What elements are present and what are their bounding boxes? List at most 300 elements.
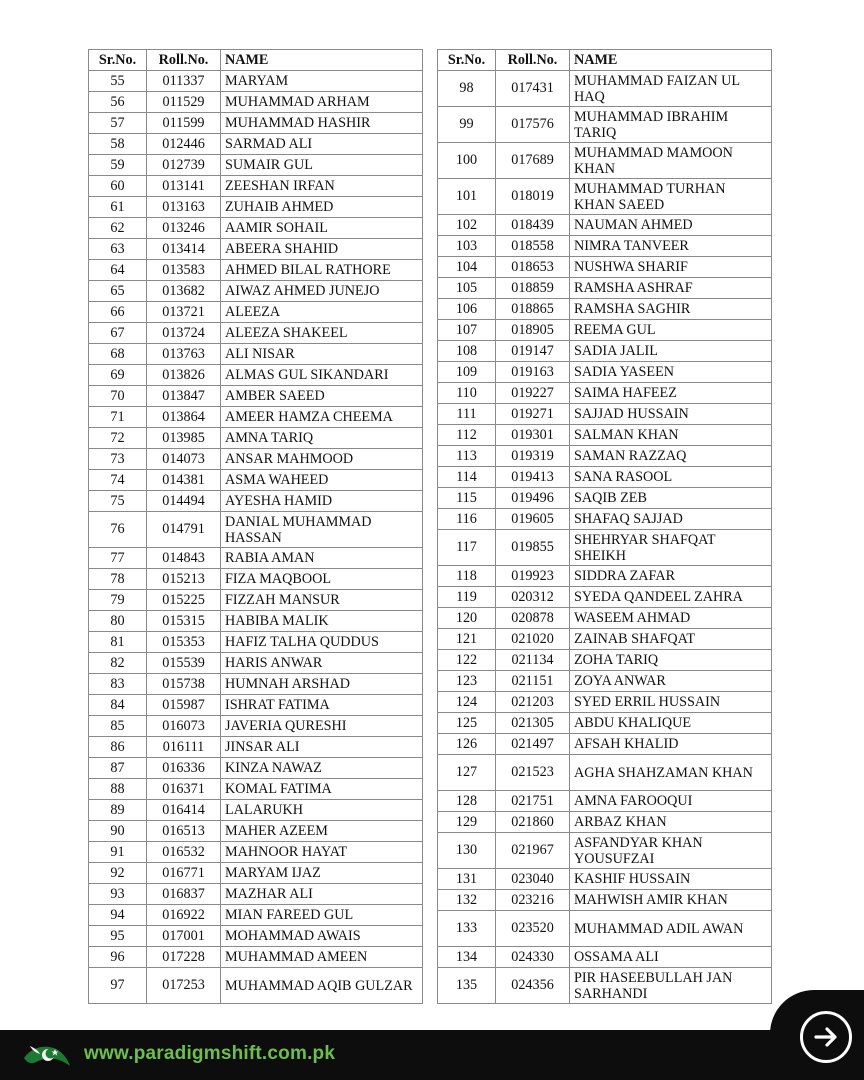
table-row xyxy=(438,566,772,587)
table-row xyxy=(89,569,423,590)
sr-no-cell: 133 xyxy=(438,911,496,947)
name-cell: JAVERIA QURESHI xyxy=(221,716,423,737)
table-row xyxy=(89,632,423,653)
sr-no-cell: 99 xyxy=(438,107,496,143)
sr-no-cell: 60 xyxy=(89,176,147,197)
roll-no-cell: 016073 xyxy=(147,716,221,737)
table-row xyxy=(438,299,772,320)
roll-no-cell: 021751 xyxy=(496,791,570,812)
table-row xyxy=(438,362,772,383)
header-name: NAME xyxy=(221,50,423,71)
roll-no-cell: 021203 xyxy=(496,692,570,713)
table-row xyxy=(89,92,423,113)
sr-no-cell: 68 xyxy=(89,344,147,365)
roll-no-cell: 017001 xyxy=(147,926,221,947)
name-cell: ALEEZA SHAKEEL xyxy=(221,323,423,344)
sr-no-cell: 66 xyxy=(89,302,147,323)
roll-no-cell: 014073 xyxy=(147,449,221,470)
name-cell: ASMA WAHEED xyxy=(221,470,423,491)
roll-no-cell: 020878 xyxy=(496,608,570,629)
name-cell: SHEHRYAR SHAFQAT SHEIKH xyxy=(570,530,772,566)
roll-no-cell: 011599 xyxy=(147,113,221,134)
table-row xyxy=(438,692,772,713)
table-row xyxy=(89,758,423,779)
sr-no-cell: 92 xyxy=(89,863,147,884)
sr-no-cell: 102 xyxy=(438,215,496,236)
sr-no-cell: 104 xyxy=(438,257,496,278)
roll-no-cell: 019413 xyxy=(496,467,570,488)
table-row xyxy=(438,467,772,488)
sr-no-cell: 85 xyxy=(89,716,147,737)
name-cell: SAMAN RAZZAQ xyxy=(570,446,772,467)
name-cell: AAMIR SOHAIL xyxy=(221,218,423,239)
roll-no-cell: 015353 xyxy=(147,632,221,653)
table-row xyxy=(89,155,423,176)
next-page-button[interactable] xyxy=(800,1011,852,1063)
sr-no-cell: 113 xyxy=(438,446,496,467)
name-cell: MAHER AZEEM xyxy=(221,821,423,842)
table-row xyxy=(89,71,423,92)
sr-no-cell: 127 xyxy=(438,755,496,791)
sr-no-cell: 109 xyxy=(438,362,496,383)
sr-no-cell: 119 xyxy=(438,587,496,608)
name-cell: MUHAMMAD AMEEN xyxy=(221,947,423,968)
sr-no-cell: 90 xyxy=(89,821,147,842)
roll-no-cell: 019319 xyxy=(496,446,570,467)
name-cell: MUHAMMAD MAMOON KHAN xyxy=(570,143,772,179)
name-cell: ISHRAT FATIMA xyxy=(221,695,423,716)
roll-no-cell: 021151 xyxy=(496,671,570,692)
sr-no-cell: 56 xyxy=(89,92,147,113)
roll-table-left-body xyxy=(89,71,423,1004)
sr-no-cell: 108 xyxy=(438,341,496,362)
name-cell: MAHNOOR HAYAT xyxy=(221,842,423,863)
name-cell: KOMAL FATIMA xyxy=(221,779,423,800)
table-row xyxy=(89,800,423,821)
sr-no-cell: 123 xyxy=(438,671,496,692)
sr-no-cell: 62 xyxy=(89,218,147,239)
name-cell: ARBAZ KHAN xyxy=(570,812,772,833)
name-cell: AMNA FAROOQUI xyxy=(570,791,772,812)
name-cell: MUHAMMAD FAIZAN UL HAQ xyxy=(570,71,772,107)
table-row xyxy=(89,449,423,470)
table-row xyxy=(89,302,423,323)
roll-no-cell: 016336 xyxy=(147,758,221,779)
name-cell: ZOHA TARIQ xyxy=(570,650,772,671)
name-cell: ASFANDYAR KHAN YOUSUFZAI xyxy=(570,833,772,869)
header-roll-no: Roll.No. xyxy=(496,50,570,71)
table-row xyxy=(89,947,423,968)
sr-no-cell: 94 xyxy=(89,905,147,926)
table-row xyxy=(89,281,423,302)
table-row xyxy=(89,113,423,134)
roll-no-cell: 015987 xyxy=(147,695,221,716)
name-cell: SALMAN KHAN xyxy=(570,425,772,446)
sr-no-cell: 61 xyxy=(89,197,147,218)
name-cell: KINZA NAWAZ xyxy=(221,758,423,779)
roll-no-cell: 023520 xyxy=(496,911,570,947)
roll-no-cell: 017431 xyxy=(496,71,570,107)
name-cell: RAMSHA SAGHIR xyxy=(570,299,772,320)
roll-no-cell: 015315 xyxy=(147,611,221,632)
sr-no-cell: 83 xyxy=(89,674,147,695)
sr-no-cell: 118 xyxy=(438,566,496,587)
roll-no-cell: 021967 xyxy=(496,833,570,869)
table-row xyxy=(438,812,772,833)
sr-no-cell: 67 xyxy=(89,323,147,344)
roll-table-right xyxy=(437,49,772,1004)
roll-no-cell: 014843 xyxy=(147,548,221,569)
roll-no-cell: 013141 xyxy=(147,176,221,197)
sr-no-cell: 65 xyxy=(89,281,147,302)
table-row xyxy=(89,926,423,947)
name-cell: AIWAZ AHMED JUNEJO xyxy=(221,281,423,302)
name-cell: ZOYA ANWAR xyxy=(570,671,772,692)
sr-no-cell: 70 xyxy=(89,386,147,407)
table-row xyxy=(89,968,423,1004)
table-row xyxy=(89,674,423,695)
sr-no-cell: 131 xyxy=(438,869,496,890)
table-row xyxy=(89,905,423,926)
table-row xyxy=(89,695,423,716)
name-cell: ALI NISAR xyxy=(221,344,423,365)
roll-no-cell: 011337 xyxy=(147,71,221,92)
name-cell: SAQIB ZEB xyxy=(570,488,772,509)
sr-no-cell: 121 xyxy=(438,629,496,650)
sr-no-cell: 112 xyxy=(438,425,496,446)
sr-no-cell: 122 xyxy=(438,650,496,671)
table-row xyxy=(438,71,772,107)
sr-no-cell: 72 xyxy=(89,428,147,449)
roll-no-cell: 011529 xyxy=(147,92,221,113)
name-cell: AHMED BILAL RATHORE xyxy=(221,260,423,281)
roll-no-cell: 018653 xyxy=(496,257,570,278)
sr-no-cell: 64 xyxy=(89,260,147,281)
table-row xyxy=(89,842,423,863)
table-row xyxy=(438,650,772,671)
table-row xyxy=(438,278,772,299)
name-cell: MAZHAR ALI xyxy=(221,884,423,905)
sr-no-cell: 97 xyxy=(89,968,147,1004)
table-row xyxy=(89,218,423,239)
roll-no-cell: 016922 xyxy=(147,905,221,926)
sr-no-cell: 96 xyxy=(89,947,147,968)
sr-no-cell: 58 xyxy=(89,134,147,155)
name-cell: HARIS ANWAR xyxy=(221,653,423,674)
roll-no-cell: 014791 xyxy=(147,512,221,548)
sr-no-cell: 57 xyxy=(89,113,147,134)
roll-no-cell: 016837 xyxy=(147,884,221,905)
roll-no-cell: 016414 xyxy=(147,800,221,821)
name-cell: HAFIZ TALHA QUDDUS xyxy=(221,632,423,653)
roll-no-cell: 013724 xyxy=(147,323,221,344)
table-row xyxy=(438,968,772,1004)
name-cell: HUMNAH ARSHAD xyxy=(221,674,423,695)
table-row xyxy=(89,491,423,512)
sr-no-cell: 128 xyxy=(438,791,496,812)
table-row xyxy=(438,404,772,425)
sr-no-cell: 78 xyxy=(89,569,147,590)
name-cell: MOHAMMAD AWAIS xyxy=(221,926,423,947)
name-cell: ALEEZA xyxy=(221,302,423,323)
table-row xyxy=(89,611,423,632)
table-row xyxy=(438,425,772,446)
roll-no-cell: 015539 xyxy=(147,653,221,674)
table-row xyxy=(89,821,423,842)
name-cell: LALARUKH xyxy=(221,800,423,821)
sr-no-cell: 77 xyxy=(89,548,147,569)
sr-no-cell: 84 xyxy=(89,695,147,716)
roll-no-cell: 013721 xyxy=(147,302,221,323)
sr-no-cell: 79 xyxy=(89,590,147,611)
sr-no-cell: 124 xyxy=(438,692,496,713)
sr-no-cell: 103 xyxy=(438,236,496,257)
name-cell: ABEERA SHAHID xyxy=(221,239,423,260)
name-cell: OSSAMA ALI xyxy=(570,947,772,968)
name-cell: MARYAM xyxy=(221,71,423,92)
sr-no-cell: 130 xyxy=(438,833,496,869)
sr-no-cell: 129 xyxy=(438,812,496,833)
table-row xyxy=(438,320,772,341)
name-cell: SARMAD ALI xyxy=(221,134,423,155)
roll-no-cell: 013985 xyxy=(147,428,221,449)
roll-no-cell: 018558 xyxy=(496,236,570,257)
roll-no-cell: 024356 xyxy=(496,968,570,1004)
roll-no-cell: 020312 xyxy=(496,587,570,608)
roll-no-cell: 013847 xyxy=(147,386,221,407)
sr-no-cell: 105 xyxy=(438,278,496,299)
table-row xyxy=(438,587,772,608)
pakistan-flag-icon xyxy=(22,1040,72,1070)
roll-no-cell: 019147 xyxy=(496,341,570,362)
roll-no-cell: 018019 xyxy=(496,179,570,215)
roll-no-cell: 017576 xyxy=(496,107,570,143)
sr-no-cell: 135 xyxy=(438,968,496,1004)
sr-no-cell: 120 xyxy=(438,608,496,629)
name-cell: KASHIF HUSSAIN xyxy=(570,869,772,890)
roll-no-cell: 019605 xyxy=(496,509,570,530)
name-cell: SANA RASOOL xyxy=(570,467,772,488)
table-row xyxy=(438,383,772,404)
table-row xyxy=(438,446,772,467)
name-cell: SYED ERRIL HUSSAIN xyxy=(570,692,772,713)
sr-no-cell: 106 xyxy=(438,299,496,320)
roll-no-cell: 018865 xyxy=(496,299,570,320)
table-row xyxy=(438,734,772,755)
roll-no-cell: 021134 xyxy=(496,650,570,671)
name-cell: NIMRA TANVEER xyxy=(570,236,772,257)
sr-no-cell: 101 xyxy=(438,179,496,215)
table-row xyxy=(89,344,423,365)
table-row xyxy=(438,755,772,791)
roll-no-cell: 014381 xyxy=(147,470,221,491)
table-row xyxy=(438,488,772,509)
roll-no-cell: 015213 xyxy=(147,569,221,590)
name-cell: MUHAMMAD HASHIR xyxy=(221,113,423,134)
table-row xyxy=(438,713,772,734)
name-cell: WASEEM AHMAD xyxy=(570,608,772,629)
table-row xyxy=(89,176,423,197)
table-row xyxy=(438,341,772,362)
name-cell: AFSAH KHALID xyxy=(570,734,772,755)
name-cell: FIZA MAQBOOL xyxy=(221,569,423,590)
table-row xyxy=(89,779,423,800)
sr-no-cell: 76 xyxy=(89,512,147,548)
name-cell: RAMSHA ASHRAF xyxy=(570,278,772,299)
table-row xyxy=(89,197,423,218)
sr-no-cell: 107 xyxy=(438,320,496,341)
roll-no-cell: 017228 xyxy=(147,947,221,968)
name-cell: ABDU KHALIQUE xyxy=(570,713,772,734)
name-cell: SADIA JALIL xyxy=(570,341,772,362)
sr-no-cell: 95 xyxy=(89,926,147,947)
sr-no-cell: 69 xyxy=(89,365,147,386)
name-cell: MUHAMMAD AQIB GULZAR xyxy=(221,968,423,1004)
table-row xyxy=(89,548,423,569)
roll-no-cell: 019301 xyxy=(496,425,570,446)
sr-no-cell: 86 xyxy=(89,737,147,758)
roll-no-cell: 019923 xyxy=(496,566,570,587)
table-row xyxy=(89,386,423,407)
name-cell: ZUHAIB AHMED xyxy=(221,197,423,218)
table-row xyxy=(438,509,772,530)
sr-no-cell: 82 xyxy=(89,653,147,674)
name-cell: MARYAM IJAZ xyxy=(221,863,423,884)
table-row xyxy=(438,791,772,812)
table-row xyxy=(438,236,772,257)
table-row xyxy=(438,257,772,278)
roll-no-cell: 016111 xyxy=(147,737,221,758)
table-row xyxy=(438,671,772,692)
sr-no-cell: 80 xyxy=(89,611,147,632)
table-row xyxy=(438,947,772,968)
sr-no-cell: 100 xyxy=(438,143,496,179)
name-cell: SYEDA QANDEEL ZAHRA xyxy=(570,587,772,608)
roll-no-cell: 016532 xyxy=(147,842,221,863)
roll-no-cell: 021497 xyxy=(496,734,570,755)
roll-table-left xyxy=(88,49,423,1004)
sr-no-cell: 55 xyxy=(89,71,147,92)
sr-no-cell: 74 xyxy=(89,470,147,491)
name-cell: ALMAS GUL SIKANDARI xyxy=(221,365,423,386)
sr-no-cell: 89 xyxy=(89,800,147,821)
roll-no-cell: 021305 xyxy=(496,713,570,734)
table-row xyxy=(89,470,423,491)
table-row xyxy=(438,911,772,947)
table-row xyxy=(438,215,772,236)
name-cell: SAJJAD HUSSAIN xyxy=(570,404,772,425)
table-row xyxy=(438,530,772,566)
name-cell: AMNA TARIQ xyxy=(221,428,423,449)
sr-no-cell: 59 xyxy=(89,155,147,176)
table-row xyxy=(89,737,423,758)
roll-no-cell: 018439 xyxy=(496,215,570,236)
roll-no-cell: 013583 xyxy=(147,260,221,281)
table-row xyxy=(438,629,772,650)
sr-no-cell: 116 xyxy=(438,509,496,530)
roll-no-cell: 012739 xyxy=(147,155,221,176)
table-row xyxy=(89,134,423,155)
sr-no-cell: 115 xyxy=(438,488,496,509)
name-cell: NAUMAN AHMED xyxy=(570,215,772,236)
roll-no-cell: 013682 xyxy=(147,281,221,302)
roll-no-cell: 013826 xyxy=(147,365,221,386)
sr-no-cell: 63 xyxy=(89,239,147,260)
roll-no-cell: 013163 xyxy=(147,197,221,218)
roll-no-cell: 023040 xyxy=(496,869,570,890)
table-header xyxy=(438,50,772,71)
header-name: NAME xyxy=(570,50,772,71)
roll-no-cell: 013864 xyxy=(147,407,221,428)
table-row xyxy=(89,512,423,548)
name-cell: SHAFAQ SAJJAD xyxy=(570,509,772,530)
table-row xyxy=(438,143,772,179)
name-cell: AGHA SHAHZAMAN KHAN xyxy=(570,755,772,791)
roll-no-cell: 019163 xyxy=(496,362,570,383)
roll-no-cell: 014494 xyxy=(147,491,221,512)
name-cell: AMEER HAMZA CHEEMA xyxy=(221,407,423,428)
roll-no-cell: 021860 xyxy=(496,812,570,833)
sr-no-cell: 117 xyxy=(438,530,496,566)
name-cell: PIR HASEEBULLAH JAN SARHANDI xyxy=(570,968,772,1004)
table-row xyxy=(89,239,423,260)
roll-no-cell: 016371 xyxy=(147,779,221,800)
footer-bar xyxy=(0,1030,864,1080)
roll-no-cell: 021523 xyxy=(496,755,570,791)
table-row xyxy=(89,590,423,611)
roll-no-cell: 018905 xyxy=(496,320,570,341)
roll-no-cell: 015225 xyxy=(147,590,221,611)
table-header xyxy=(89,50,423,71)
table-row xyxy=(89,863,423,884)
header-sr-no: Sr.No. xyxy=(89,50,147,71)
roll-no-cell: 019855 xyxy=(496,530,570,566)
sr-no-cell: 81 xyxy=(89,632,147,653)
roll-no-cell: 015738 xyxy=(147,674,221,695)
table-row xyxy=(89,260,423,281)
sr-no-cell: 87 xyxy=(89,758,147,779)
table-row xyxy=(438,179,772,215)
name-cell: SIDDRA ZAFAR xyxy=(570,566,772,587)
name-cell: SADIA YASEEN xyxy=(570,362,772,383)
sr-no-cell: 73 xyxy=(89,449,147,470)
table-row xyxy=(89,428,423,449)
roll-no-cell: 016513 xyxy=(147,821,221,842)
sr-no-cell: 88 xyxy=(89,779,147,800)
table-row xyxy=(438,107,772,143)
sr-no-cell: 75 xyxy=(89,491,147,512)
table-row xyxy=(438,608,772,629)
table-row xyxy=(438,890,772,911)
roll-no-cell: 019496 xyxy=(496,488,570,509)
name-cell: MIAN FAREED GUL xyxy=(221,905,423,926)
name-cell: JINSAR ALI xyxy=(221,737,423,758)
name-cell: FIZZAH MANSUR xyxy=(221,590,423,611)
name-cell: AMBER SAEED xyxy=(221,386,423,407)
name-cell: AYESHA HAMID xyxy=(221,491,423,512)
roll-no-cell: 017689 xyxy=(496,143,570,179)
table-row xyxy=(89,653,423,674)
roll-no-cell: 013763 xyxy=(147,344,221,365)
table-row xyxy=(438,833,772,869)
sr-no-cell: 93 xyxy=(89,884,147,905)
name-cell: REEMA GUL xyxy=(570,320,772,341)
roll-no-cell: 019227 xyxy=(496,383,570,404)
arrow-right-circle-icon xyxy=(812,1023,840,1051)
roll-no-cell: 013414 xyxy=(147,239,221,260)
website-url[interactable]: www.paradigmshift.com.pk xyxy=(84,1043,336,1064)
header-sr-no: Sr.No. xyxy=(438,50,496,71)
